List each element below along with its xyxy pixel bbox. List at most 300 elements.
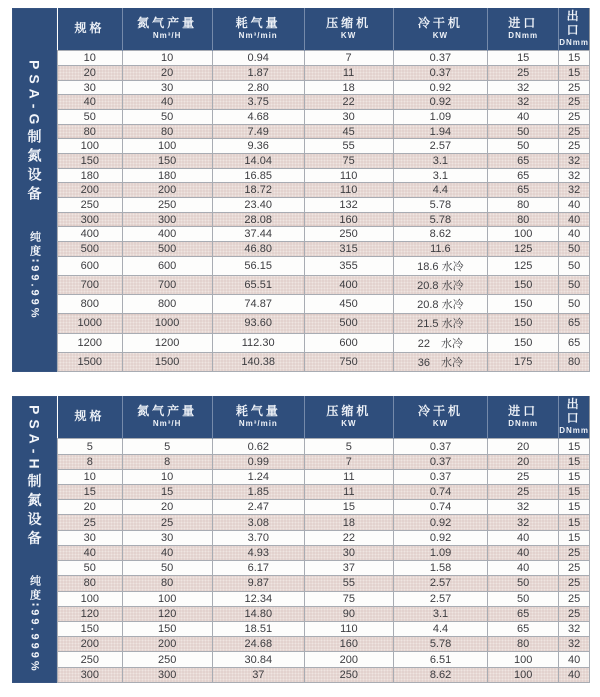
table-cell: 32 (488, 95, 559, 110)
table-cell: 2.57 (393, 139, 488, 154)
table-cell: 300 (122, 212, 212, 227)
table-cell: 40 (488, 561, 559, 576)
table-cell: 18 (304, 515, 393, 530)
table-cell: 700 (58, 275, 123, 294)
table-cell: 160 (304, 637, 393, 652)
table-cell: 8.62 (393, 227, 488, 242)
column-header: 出口 DNmm (559, 396, 590, 439)
table-cell: 50 (122, 561, 212, 576)
table-cell: 80 (122, 124, 212, 139)
table-row (58, 606, 590, 621)
table-cell: 0.92 (393, 80, 488, 95)
table-cell: 20 (122, 66, 212, 81)
table-cell: 65 (559, 333, 590, 352)
table-row (58, 183, 590, 198)
table-cell: 20 (58, 500, 123, 515)
table-cell: 0.37 (393, 439, 487, 454)
table-cell: 8.62 (393, 667, 487, 682)
table-cell: 800 (58, 295, 123, 314)
table-cell: 25 (559, 606, 590, 621)
table-cell: 25 (559, 576, 590, 591)
table-cell: 200 (58, 183, 123, 198)
table-cell: 14.04 (212, 154, 304, 169)
table-cell: 16.85 (212, 168, 304, 183)
table-cell: 250 (58, 652, 123, 667)
table-cell: 9.36 (212, 139, 304, 154)
table-cell: 0.99 (212, 454, 304, 469)
table-cell: 12.34 (212, 591, 304, 606)
table-row (58, 295, 590, 314)
table-row (58, 352, 590, 371)
column-header: 进口 DNmm (488, 396, 559, 439)
table-cell: 160 (304, 212, 393, 227)
table-cell: 25 (559, 124, 590, 139)
table-cell: 150 (122, 154, 212, 169)
table-cell: 500 (58, 242, 123, 257)
equipment-name: PSA-H制氮设备 (26, 404, 43, 550)
table-cell: 30 (304, 545, 393, 560)
table-row (58, 530, 590, 545)
table-cell: 3.70 (212, 530, 304, 545)
table-cell: 55 (304, 576, 393, 591)
table-cell: 37 (304, 561, 393, 576)
table-cell: 120 (122, 606, 212, 621)
table-cell: 36 水冷 (393, 352, 488, 371)
table-cell: 40 (122, 545, 212, 560)
table-cell: 90 (304, 606, 393, 621)
table-cell: 250 (58, 198, 123, 213)
table-cell: 150 (488, 314, 559, 333)
table-cell: 93.60 (212, 314, 304, 333)
table-cell: 250 (122, 198, 212, 213)
table-cell: 0.74 (393, 500, 487, 515)
table-row (58, 80, 590, 95)
table-cell: 80 (559, 352, 590, 371)
table-cell: 40 (488, 545, 559, 560)
table-cell: 150 (488, 275, 559, 294)
table-cell: 600 (58, 256, 123, 275)
table-cell: 110 (304, 168, 393, 183)
table-cell: 45 (304, 124, 393, 139)
table-cell: 0.74 (393, 485, 487, 500)
table-cell: 0.37 (393, 469, 487, 484)
table-cell: 10 (58, 51, 123, 66)
table-cell: 1.85 (212, 485, 304, 500)
table-cell: 14.80 (212, 606, 304, 621)
table-row (58, 515, 590, 530)
table-cell: 20 (488, 454, 559, 469)
table-cell: 10 (122, 469, 212, 484)
table-cell: 1500 (58, 352, 123, 371)
table-row (58, 545, 590, 560)
table-cell: 9.87 (212, 576, 304, 591)
table-cell: 18 (304, 80, 393, 95)
table-row (58, 124, 590, 139)
table-cell: 120 (58, 606, 123, 621)
table-cell: 3.1 (393, 606, 487, 621)
table-row (58, 275, 590, 294)
table-cell: 100 (58, 591, 123, 606)
table-cell: 8 (58, 454, 123, 469)
table-row (58, 439, 590, 454)
table-cell: 1.24 (212, 469, 304, 484)
table-cell: 400 (122, 227, 212, 242)
table-cell: 6.51 (393, 652, 487, 667)
table-cell: 40 (58, 545, 123, 560)
table-cell: 40 (58, 95, 123, 110)
table-row (58, 485, 590, 500)
table-cell: 100 (58, 139, 123, 154)
table-cell: 22 (304, 530, 393, 545)
table-cell: 0.92 (393, 95, 488, 110)
table-cell: 150 (58, 622, 123, 637)
table-cell: 65 (488, 622, 559, 637)
column-header: 进口 DNmm (488, 8, 559, 51)
table-cell: 24.68 (212, 637, 304, 652)
table-cell: 300 (58, 212, 123, 227)
table-cell: 450 (304, 295, 393, 314)
table-cell: 4.93 (212, 545, 304, 560)
table-cell: 4.4 (393, 183, 488, 198)
table-cell: 50 (559, 256, 590, 275)
table-row (58, 500, 590, 515)
table-cell: 20 (58, 66, 123, 81)
table-cell: 21.5 水冷 (393, 314, 488, 333)
table-cell: 55 (304, 139, 393, 154)
table-row (58, 256, 590, 275)
column-header: 氮气产量 Nm³/H (122, 396, 212, 439)
table-cell: 200 (122, 637, 212, 652)
equipment-name: PSA-G制氮设备 (26, 59, 43, 205)
table-cell: 355 (304, 256, 393, 275)
table-cell: 37 (212, 667, 304, 682)
table-cell: 1.09 (393, 110, 488, 125)
table-cell: 50 (488, 139, 559, 154)
table-cell: 0.92 (393, 515, 487, 530)
purity-label: 纯度∶99.99% (28, 230, 41, 321)
table-cell: 0.37 (393, 454, 487, 469)
table-cell: 315 (304, 242, 393, 257)
table-cell: 600 (122, 256, 212, 275)
table-cell: 3.75 (212, 95, 304, 110)
table-cell: 46.80 (212, 242, 304, 257)
table-cell: 300 (122, 667, 212, 682)
table-cell: 4.68 (212, 110, 304, 125)
table-cell: 20.8 水冷 (393, 295, 488, 314)
table-cell: 80 (58, 576, 123, 591)
table-cell: 500 (304, 314, 393, 333)
table-cell: 300 (58, 667, 123, 682)
table-cell: 18.51 (212, 622, 304, 637)
table-body (58, 439, 590, 683)
table-cell: 140.38 (212, 352, 304, 371)
table-cell: 7 (304, 51, 393, 66)
table-cell: 750 (304, 352, 393, 371)
table-cell: 50 (559, 242, 590, 257)
table-row (58, 66, 590, 81)
table-cell: 25 (559, 545, 590, 560)
column-header: 耗气量 Nm³/min (212, 8, 304, 51)
table-cell: 50 (58, 110, 123, 125)
table-cell: 80 (488, 198, 559, 213)
table-cell: 32 (559, 637, 590, 652)
table-cell: 74.87 (212, 295, 304, 314)
table-cell: 50 (559, 275, 590, 294)
table-cell: 110 (304, 183, 393, 198)
table-cell: 10 (122, 51, 212, 66)
spec-table-psa-g (57, 8, 590, 372)
column-header: 规格 (58, 8, 123, 51)
table-cell: 7.49 (212, 124, 304, 139)
table-cell: 25 (559, 591, 590, 606)
table-cell: 80 (488, 212, 559, 227)
table-cell: 3.1 (393, 168, 488, 183)
column-header: 压缩机 KW (304, 396, 393, 439)
table-cell: 5.78 (393, 212, 488, 227)
table-cell: 40 (559, 652, 590, 667)
table-cell: 40 (488, 530, 559, 545)
table-cell: 2.57 (393, 591, 487, 606)
table-body (58, 51, 590, 372)
table-cell: 250 (122, 652, 212, 667)
table-row (58, 154, 590, 169)
table-cell: 25 (122, 515, 212, 530)
table-cell: 40 (559, 198, 590, 213)
table-cell: 132 (304, 198, 393, 213)
table-row (58, 212, 590, 227)
table-cell: 32 (559, 622, 590, 637)
table-cell: 15 (559, 469, 590, 484)
table-cell: 40 (559, 667, 590, 682)
table-cell: 400 (304, 275, 393, 294)
column-header: 耗气量 Nm³/min (212, 396, 304, 439)
table-cell: 0.62 (212, 439, 304, 454)
table-row (58, 95, 590, 110)
table-cell: 50 (488, 591, 559, 606)
table-cell: 5 (122, 439, 212, 454)
table-cell: 50 (58, 561, 123, 576)
table-cell: 18.72 (212, 183, 304, 198)
table-cell: 22 水冷 (393, 333, 488, 352)
spec-table-psa-h (57, 396, 590, 683)
table-cell: 15 (559, 485, 590, 500)
table-row (58, 637, 590, 652)
table-row (58, 469, 590, 484)
table-cell: 32 (488, 80, 559, 95)
vertical-text-psa-h (12, 396, 57, 683)
column-header: 压缩机 KW (304, 8, 393, 51)
table-cell: 175 (488, 352, 559, 371)
table-cell: 1.58 (393, 561, 487, 576)
table-cell: 200 (58, 637, 123, 652)
table-cell: 15 (559, 51, 590, 66)
table-cell: 11.6 (393, 242, 488, 257)
table-cell: 11 (304, 66, 393, 81)
table-cell: 65 (488, 606, 559, 621)
table-cell: 65.51 (212, 275, 304, 294)
table-cell: 25 (559, 95, 590, 110)
table-cell: 15 (304, 500, 393, 515)
psa-h-spec-table-section (12, 396, 590, 683)
table-row (58, 333, 590, 352)
table-cell: 0.37 (393, 66, 488, 81)
table-cell: 80 (58, 124, 123, 139)
table-cell: 2.47 (212, 500, 304, 515)
table-cell: 0.94 (212, 51, 304, 66)
table-cell: 1000 (58, 314, 123, 333)
table-cell: 250 (304, 227, 393, 242)
table-cell: 30 (58, 530, 123, 545)
table-cell: 23.40 (212, 198, 304, 213)
table-cell: 7 (304, 454, 393, 469)
table-cell: 65 (488, 168, 559, 183)
table-cell: 50 (488, 576, 559, 591)
table-cell: 1.94 (393, 124, 488, 139)
table-cell: 25 (559, 80, 590, 95)
table-row (58, 454, 590, 469)
table-cell: 25 (488, 485, 559, 500)
table-cell: 25 (58, 515, 123, 530)
table-cell: 1000 (122, 314, 212, 333)
table-cell: 5 (304, 439, 393, 454)
sidebar-psa-h (12, 396, 57, 683)
table-cell: 30 (122, 530, 212, 545)
table-cell: 65 (559, 314, 590, 333)
table-cell: 32 (559, 168, 590, 183)
table-cell: 15 (559, 500, 590, 515)
table-cell: 200 (122, 183, 212, 198)
table-row (58, 591, 590, 606)
table-cell: 25 (559, 561, 590, 576)
table-cell: 5.78 (393, 198, 488, 213)
column-header: 冷干机 KW (393, 8, 488, 51)
table-cell: 1500 (122, 352, 212, 371)
table-cell: 1200 (122, 333, 212, 352)
table-row (58, 561, 590, 576)
table-cell: 5 (58, 439, 123, 454)
table-cell: 65 (488, 183, 559, 198)
column-header: 冷干机 KW (393, 396, 487, 439)
table-row (58, 110, 590, 125)
purity-label: 纯度∶99.999% (28, 575, 41, 675)
table-cell: 1.87 (212, 66, 304, 81)
table-cell: 125 (488, 256, 559, 275)
table-cell: 15 (488, 51, 559, 66)
table-cell: 25 (559, 110, 590, 125)
table-row (58, 168, 590, 183)
table-cell: 56.15 (212, 256, 304, 275)
table-cell: 20 (122, 500, 212, 515)
psa-g-spec-table-section (12, 8, 590, 372)
table-cell: 6.17 (212, 561, 304, 576)
table-row (58, 576, 590, 591)
table-cell: 4.4 (393, 622, 487, 637)
table-row (58, 51, 590, 66)
table-cell: 28.08 (212, 212, 304, 227)
table-cell: 11 (304, 469, 393, 484)
table-cell: 32 (559, 154, 590, 169)
table-row (58, 198, 590, 213)
table-cell: 112.30 (212, 333, 304, 352)
table-cell: 250 (304, 667, 393, 682)
table-cell: 0.92 (393, 530, 487, 545)
table-cell: 400 (58, 227, 123, 242)
table-cell: 15 (559, 515, 590, 530)
table-cell: 200 (304, 652, 393, 667)
table-cell: 40 (559, 227, 590, 242)
table-cell: 40 (122, 95, 212, 110)
table-cell: 15 (559, 454, 590, 469)
table-cell: 600 (304, 333, 393, 352)
table-cell: 2.57 (393, 576, 487, 591)
table-cell: 3.08 (212, 515, 304, 530)
table-cell: 50 (122, 110, 212, 125)
table-cell: 22 (304, 95, 393, 110)
table-cell: 20 (488, 439, 559, 454)
header-row (58, 8, 590, 51)
table-cell: 75 (304, 154, 393, 169)
table-row (58, 622, 590, 637)
table-cell: 800 (122, 295, 212, 314)
table-cell: 100 (488, 652, 559, 667)
table-cell: 32 (488, 515, 559, 530)
table-cell: 40 (559, 212, 590, 227)
table-cell: 20.8 水冷 (393, 275, 488, 294)
table-cell: 15 (559, 530, 590, 545)
table-cell: 11 (304, 485, 393, 500)
table-cell: 100 (122, 591, 212, 606)
table-cell: 180 (58, 168, 123, 183)
table-cell: 25 (488, 66, 559, 81)
table-cell: 150 (122, 622, 212, 637)
table-cell: 1.09 (393, 545, 487, 560)
table-row (58, 139, 590, 154)
table-cell: 40 (488, 110, 559, 125)
sidebar-psa-g (12, 8, 57, 372)
table-cell: 0.37 (393, 51, 488, 66)
table-cell: 15 (559, 66, 590, 81)
table-cell: 100 (488, 667, 559, 682)
table-cell: 30 (58, 80, 123, 95)
table-cell: 30 (122, 80, 212, 95)
table-cell: 32 (488, 500, 559, 515)
table-cell: 180 (122, 168, 212, 183)
table-cell: 3.1 (393, 154, 488, 169)
table-cell: 150 (488, 333, 559, 352)
table-cell: 18.6 水冷 (393, 256, 488, 275)
table-cell: 32 (559, 183, 590, 198)
table-cell: 8 (122, 454, 212, 469)
table-cell: 100 (488, 227, 559, 242)
table-cell: 30 (304, 110, 393, 125)
vertical-text-psa-g (12, 8, 57, 372)
table-cell: 25 (488, 469, 559, 484)
table-cell: 15 (559, 439, 590, 454)
table-cell: 80 (122, 576, 212, 591)
column-header: 规格 (58, 396, 123, 439)
table-cell: 30.84 (212, 652, 304, 667)
column-header: 出口 DNmm (559, 8, 590, 51)
table-row (58, 227, 590, 242)
table-cell: 110 (304, 622, 393, 637)
table-cell: 5.78 (393, 637, 487, 652)
table-cell: 500 (122, 242, 212, 257)
table-cell: 15 (58, 485, 123, 500)
table-row (58, 242, 590, 257)
table-cell: 50 (559, 295, 590, 314)
column-header: 氮气产量 Nm³/H (122, 8, 212, 51)
table-cell: 65 (488, 154, 559, 169)
